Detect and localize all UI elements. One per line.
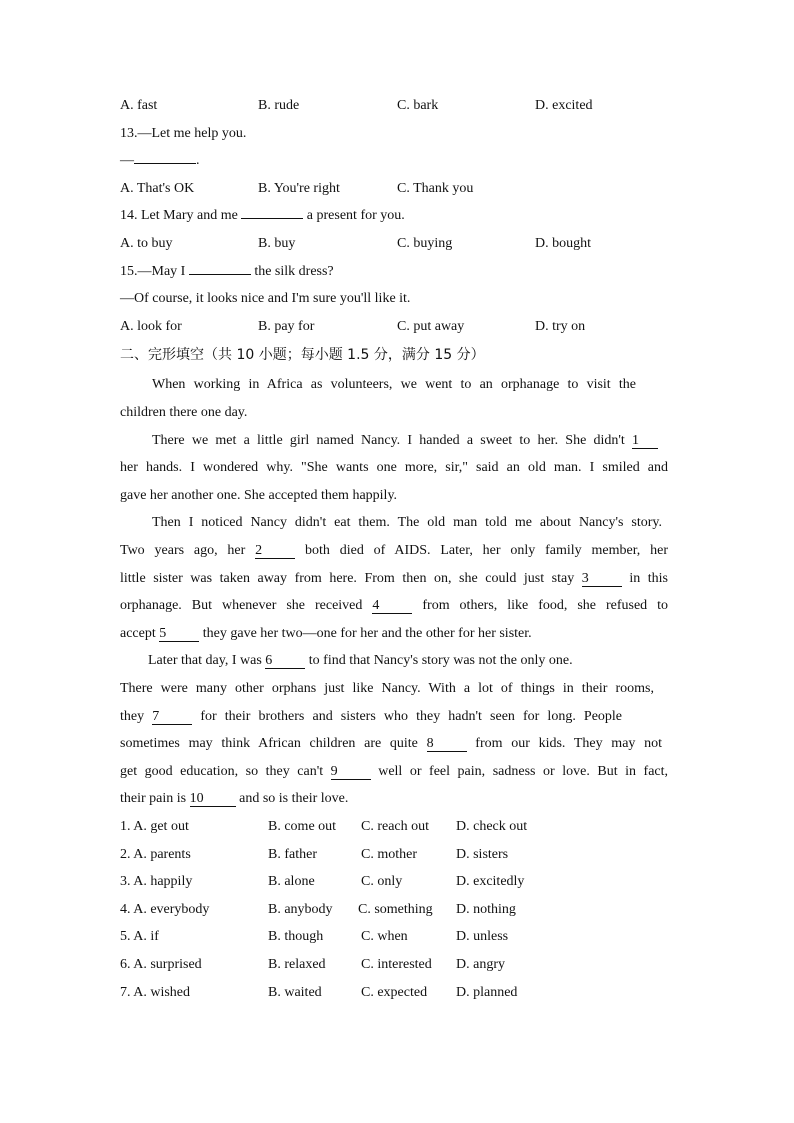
option-c: C. when [361, 929, 408, 944]
option-a: A. look for [120, 319, 182, 334]
option-d: D. try on [535, 319, 586, 334]
option-c: C. interested [361, 957, 432, 972]
option-b: B. father [268, 847, 317, 862]
option-d: D. unless [456, 929, 509, 944]
text: sometimes may think African children are quite [120, 736, 418, 751]
option-d: D. angry [456, 957, 505, 972]
passage-line: children there one day. [120, 405, 248, 420]
option-b: B. alone [268, 874, 315, 889]
cloze-blank-10: 10 [190, 792, 236, 807]
passage-line [120, 763, 668, 781]
passage-line [120, 708, 622, 726]
passage-line [152, 432, 658, 450]
passage-line [120, 735, 662, 753]
cloze-blank-3: 3 [582, 572, 622, 587]
option-c: C. buying [397, 236, 453, 251]
passage-line [120, 542, 668, 560]
option-a: A. to buy [120, 236, 173, 251]
text: and so is their love. [239, 791, 349, 806]
option-c: C. put away [397, 319, 465, 334]
option-a: 1. A. get out [120, 819, 189, 834]
passage-line [148, 652, 632, 670]
cloze-blank-2: 2 [255, 544, 295, 559]
option-d: D. nothing [456, 902, 516, 917]
dash: — [120, 153, 134, 168]
text: from our kids. They may not [475, 736, 663, 751]
passage-line: gave her another one. She accepted them happily. [120, 488, 398, 503]
text: in this [629, 571, 668, 586]
text: both died of AIDS. Later, her only family member, her [305, 543, 669, 558]
option-a: A. fast [120, 98, 158, 113]
cloze-blank-1: 1 [632, 434, 658, 449]
option-a: 4. A. everybody [120, 902, 210, 917]
answer-blank [134, 163, 196, 164]
passage-line: There were many other orphans just like Nancy. With a lot of things in their rooms, [120, 681, 654, 696]
question-13-answer-line [120, 152, 200, 170]
option-b: B. waited [268, 985, 322, 1000]
option-c: C. Thank you [397, 181, 474, 196]
text: There we met a little girl named Nancy. I handed a sweet to her. She didn't [152, 433, 625, 448]
passage-line [120, 625, 668, 643]
option-a: 6. A. surprised [120, 957, 202, 972]
text: Two years ago, her [120, 543, 246, 558]
option-b: B. You're right [258, 181, 340, 196]
text: to find that Nancy's story was not the only one. [308, 653, 573, 668]
text: they gave her two—one for her and the other for her sister. [202, 626, 532, 641]
option-c: C. only [361, 874, 403, 889]
text: little sister was taken away from here. From then on, she could just stay [120, 571, 575, 586]
stem-start: 14. Let Mary and me [120, 208, 238, 223]
section-heading: 二、完形填空（共 10 小题；每小题 1.5 分，满分 15 分） [120, 347, 485, 363]
option-c: C. reach out [361, 819, 430, 834]
option-b: B. pay for [258, 319, 315, 334]
stem-end: the silk dress? [254, 264, 334, 279]
option-a: 2. A. parents [120, 847, 191, 862]
text: get good education, so they can't [120, 764, 324, 779]
option-d: D. excited [535, 98, 593, 113]
question-14-stem [120, 207, 405, 225]
option-c: C. mother [361, 847, 417, 862]
text: well or feel pain, sadness or love. But in fact, [378, 764, 669, 779]
text: for their brothers and sisters who they hadn't seen for long. People [200, 709, 623, 724]
text: Later that day, I was [148, 653, 262, 668]
option-c: C. bark [397, 98, 439, 113]
passage-line [120, 790, 668, 808]
cloze-blank-6: 6 [265, 654, 305, 669]
cloze-blank-7: 7 [152, 710, 192, 725]
option-b: B. relaxed [268, 957, 326, 972]
question-15-reply: —Of course, it looks nice and I'm sure you'll like it. [120, 291, 411, 306]
text: orphanage. But whenever she received [120, 598, 363, 613]
answer-blank [189, 274, 251, 275]
option-a: 3. A. happily [120, 874, 193, 889]
option-a: 5. A. if [120, 929, 159, 944]
option-b: B. though [268, 929, 324, 944]
option-d: D. check out [456, 819, 528, 834]
passage-line: her hands. I wondered why. "She wants one more, sir," said an old man. I smiled and [120, 460, 668, 475]
option-b: B. rude [258, 98, 300, 113]
question-13-stem: 13.—Let me help you. [120, 126, 247, 141]
cloze-blank-9: 9 [331, 765, 371, 780]
text: their pain is [120, 791, 187, 806]
text: accept [120, 626, 156, 641]
option-c: C. something [358, 902, 433, 917]
passage-line [120, 570, 668, 588]
option-d: D. excitedly [456, 874, 525, 889]
stem-end: a present for you. [306, 208, 405, 223]
text: they [120, 709, 145, 724]
answer-blank [241, 218, 303, 219]
option-c: C. expected [361, 985, 428, 1000]
period: . [196, 153, 200, 168]
text: from others, like food, she refused to [422, 598, 669, 613]
option-d: D. sisters [456, 847, 509, 862]
passage-line: When working in Africa as volunteers, we went to an orphanage to visit the [152, 377, 636, 392]
option-d: D. bought [535, 236, 591, 251]
cloze-blank-4: 4 [372, 599, 412, 614]
cloze-blank-8: 8 [427, 737, 467, 752]
option-d: D. planned [456, 985, 518, 1000]
option-b: B. come out [268, 819, 337, 834]
option-a: A. That's OK [120, 181, 195, 196]
option-b: B. buy [258, 236, 296, 251]
question-15-stem [120, 263, 334, 281]
stem-start: 15.—May I [120, 264, 186, 279]
passage-line: Then I noticed Nancy didn't eat them. The old man told me about Nancy's story. [152, 515, 662, 530]
cloze-blank-5: 5 [159, 627, 199, 642]
option-b: B. anybody [268, 902, 333, 917]
option-a: 7. A. wished [120, 985, 190, 1000]
passage-line [120, 597, 668, 615]
